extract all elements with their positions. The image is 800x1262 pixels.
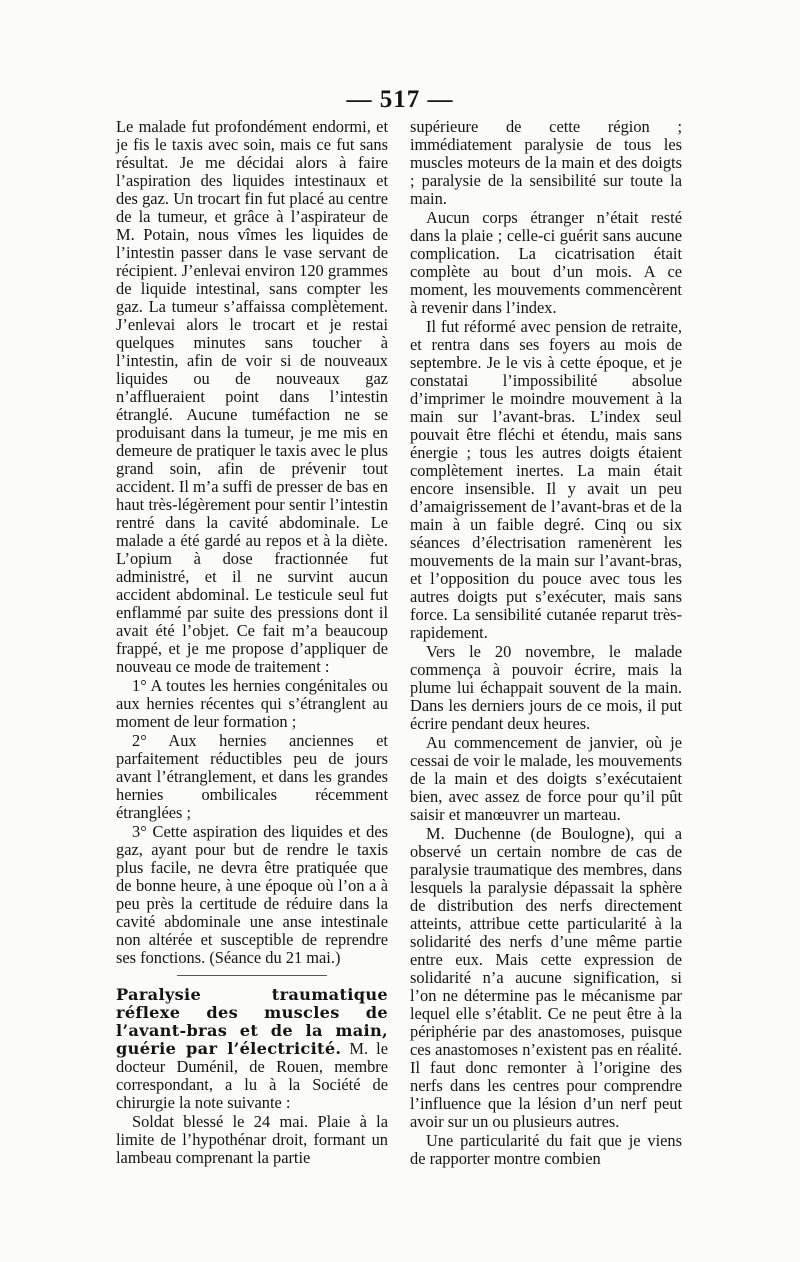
heading-continuation: M. le docteur Duménil, de Rouen, membre correspondant, a lu à la Société de chirurgie la note suivante :	[116, 1039, 388, 1112]
left-column	[116, 118, 388, 1167]
paragraph: M. Duchenne (de Boulogne), qui a observé un certain nombre de cas de paralysie traumatique des membres, dans lesquels la paralysie dépassait la sphère de distribution des nerfs directement atteints, attribue cette particularité à la solidarité des nerfs d’une même partie entre eux. Mais cette expression de solidarité n’a aucune signification, si l’on ne détermine pas le mécanisme par lequel elle s’établit. Ce ne peut être à la périphérie par des anastomoses, puisque ces anastomoses n’existent pas en réalité. Il faut donc remonter à l’origine des nerfs dans les centres pour comprendre l’influence que la lésion d’un nerf peut avoir sur un ou plusieurs autres.	[410, 824, 682, 1131]
section-heading-paragraph	[116, 986, 388, 1112]
page-number: — 517 —	[346, 86, 454, 113]
right-column	[410, 118, 682, 1168]
paragraph: Le malade fut profondément endormi, et je fis le taxis avec soin, mais ce fut sans résultat. Je me décidai alors à faire l’aspiration des liquides intestinaux et des gaz. Un trocart fin fut placé au centre de la tumeur, et grâce à l’aspirateur de M. Potain, nous vîmes les liquides de l’intestin passer dans le vase servant de récipient. J’enlevai environ 120 grammes de liquide intestinal, sans compter les gaz. La tumeur s’affaissa complètement. J’enlevai alors le trocart et je restai quelques minutes sans toucher à l’intestin, afin de voir si de nouveaux liquides ou de nouveaux gaz n’afflueraient point dans l’intestin étranglé. Aucune tuméfaction ne se produisant dans la tumeur, je me mis en demeure de pratiquer le taxis avec le plus grand soin, afin de prévenir tout accident. Il m’a suffi de presser de bas en haut très-légèrement pour sentir l’intestin rentré dans la cavité abdominale. Le malade a été gardé au repos et à la diète. L’opium à dose fractionnée fut administré, et il ne survint aucun accident abdominal. Le testicule seul fut enflammé par suite des pressions dont il avait été l’objet. Ce fait m’a beaucoup frappé, et je me propose d’appliquer de nouveau ce mode de traitement :	[116, 117, 388, 676]
paragraph: Vers le 20 novembre, le malade commença à pouvoir écrire, mais la plume lui échappait souvent de la main. Dans les derniers jours de ce mois, il put écrire pendant deux heures.	[410, 642, 682, 733]
list-item: 2° Aux hernies anciennes et parfaitement réductibles peu de jours avant l’étranglement, et dans les grandes hernies ombilicales récemment étranglées ;	[116, 731, 388, 822]
list-item: 1° A toutes les hernies congénitales ou aux hernies récentes qui s’étranglent au moment de leur formation ;	[116, 676, 388, 731]
section-heading: Paralysie traumatique réflexe des muscles de l’avant-bras et de la main, guérie par l’électricité.	[116, 985, 388, 1058]
paragraph: Une particularité du fait que je viens de rapporter montre combien	[410, 1131, 682, 1168]
paragraph: Il fut réformé avec pension de retraite, et rentra dans ses foyers au mois de septembre. Je le vis à cette époque, et je constatai l’impossibilité absolue d’imprimer le moindre mouvement à la main sur l’avant-bras. L’index seul pouvait être fléchi et étendu, mais sans énergie ; tous les autres doigts étaient complètement inertes. La main était encore insensible. Il y avait un peu d’amaigrissement de l’avant-bras et de la main à un faible degré. Cinq ou six séances d’électrisation ramenèrent les mouvements de la main sur l’avant-bras, et l’opposition du pouce avec tous les autres doigts put s’exécuter, mais sans force. La sensibilité cutanée reparut très-rapidement.	[410, 317, 682, 642]
paragraph: Soldat blessé le 24 mai. Plaie à la limite de l’hypothénar droit, formant un lambeau comprenant la partie	[116, 1112, 388, 1167]
paragraph: Au commencement de janvier, où je cessai de voir le malade, les mouvements de la main et des doigts s’exécutaient bien, avec assez de force pour qu’il pût saisir et manœuvrer un marteau.	[410, 733, 682, 824]
paragraph: supérieure de cette région ; immédiatement paralysie de tous les muscles moteurs de la main et des doigts ; paralysie de la sensibilité sur toute la main.	[410, 117, 682, 208]
section-divider	[177, 975, 327, 976]
list-item: 3° Cette aspiration des liquides et des gaz, ayant pour but de rendre le taxis plus facile, ne devra être pratiquée que de bonne heure, à une époque où l’on a à peu près la certitude de réduire dans la cavité abdominale une anse intestinale non altérée et susceptible de reprendre ses fonctions. (Séance du 21 mai.)	[116, 822, 388, 967]
paragraph: Aucun corps étranger n’était resté dans la plaie ; celle-ci guérit sans aucune complication. La cicatrisation était complète au bout d’un mois. A ce moment, les mouvements commencèrent à revenir dans l’index.	[410, 208, 682, 317]
